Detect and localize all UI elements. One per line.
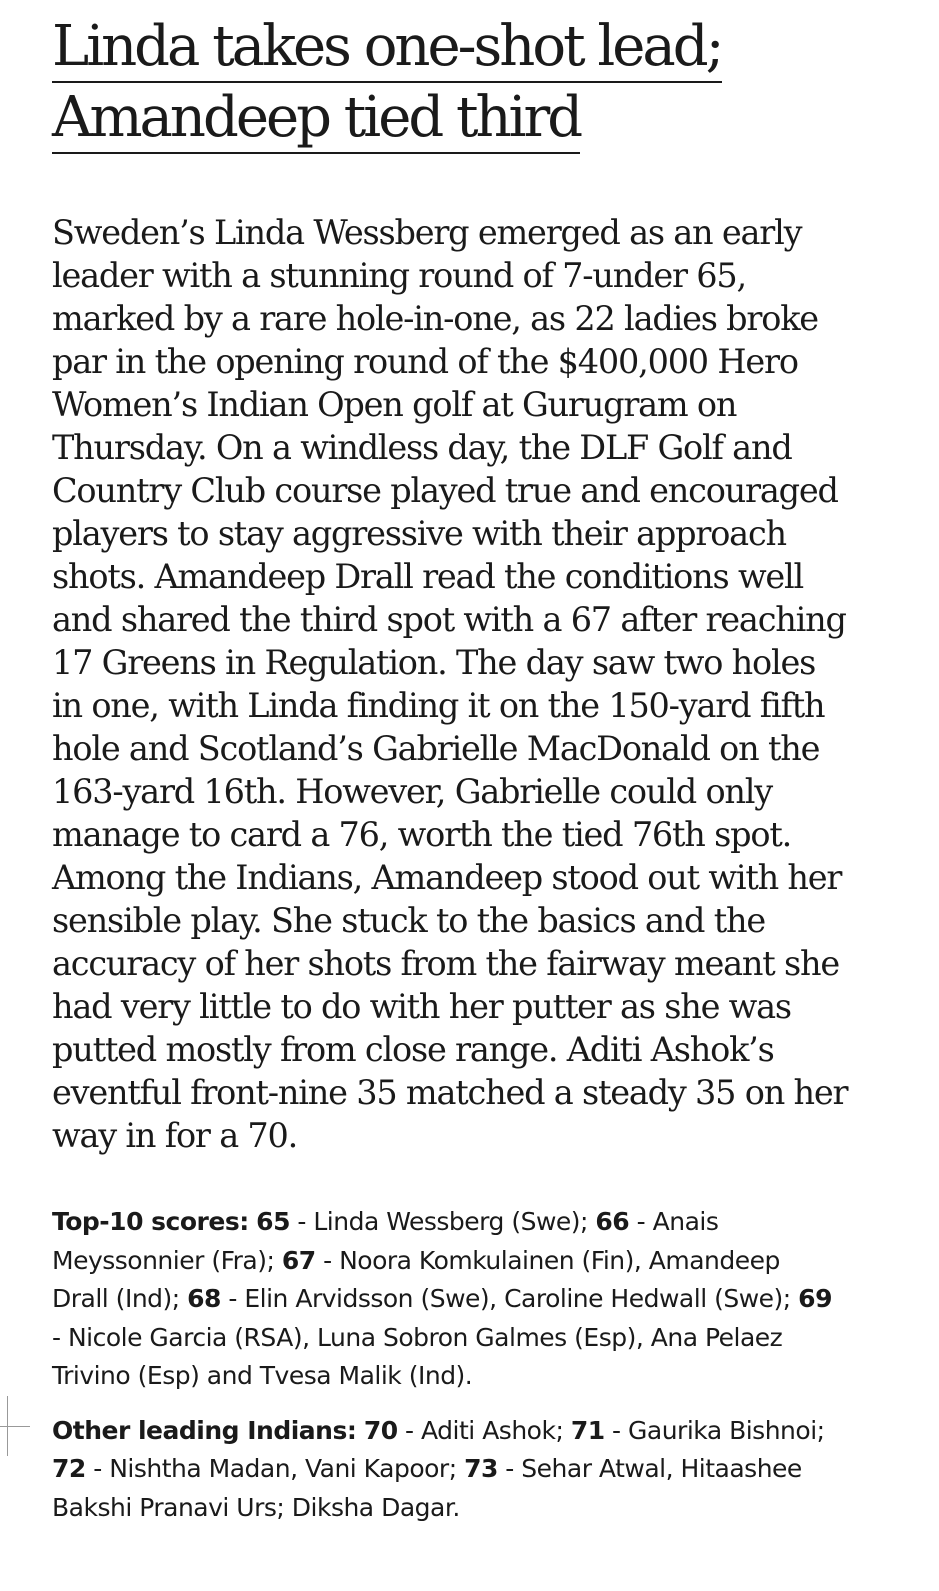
crop-mark-horizontal <box>0 1426 30 1427</box>
headline <box>52 12 852 154</box>
score-value: 69 <box>798 1284 832 1313</box>
score-value: 71 <box>570 1415 605 1445</box>
article-body: Sweden’s Linda Wessberg emerged as an early leader with a stunning round of 7-under 65, marked by a rare hole-in-one, as 22 ladies broke par in the opening round of the $400,000 Hero Women’s Indian Open golf at Gurugram on Thursday. On a windless day, the DLF Golf and Country Club course played true and encouraged players to stay aggressive with their approach shots. Amandeep Drall read the conditions well and shared the third spot with a 67 after reaching 17 Greens in Regulation. The day saw two holes in one, with Linda finding it on the 150-yard fifth hole and Scotland’s Gabrielle MacDonald on the 163-yard 16th. However, Gabrielle could only manage to card a 76, worth the tied 76th spot. Among the Indians, Amandeep stood out with her sensible play. She stuck to the basics and the accuracy of her shots from the fairway meant she had very little to do with her putter as she was putted mostly from close range. Aditi Ashok’s eventful front-nine 35 matched a steady 35 on her way in for a 70. <box>52 213 848 1155</box>
score-value: 72 <box>52 1454 86 1483</box>
score-players: - Nishtha Madan, Vani Kapoor; <box>85 1454 465 1483</box>
score-players: - Anais Meyssonnier (Fra); <box>52 1207 719 1275</box>
score-value: 67 <box>281 1245 316 1275</box>
score-players: - Gaurika Bishnoi; <box>604 1415 825 1445</box>
score-value: 65 <box>256 1207 290 1236</box>
score-players: - Noora Komkulainen (Fin), Amandeep Drall (Ind); <box>52 1245 780 1313</box>
other-leading-indians <box>52 1412 842 1528</box>
score-value: 66 <box>595 1207 630 1236</box>
headline-line-1: Linda takes one-shot lead; <box>52 15 722 83</box>
score-value: 68 <box>187 1284 221 1313</box>
score-players: - Linda Wessberg (Swe); <box>289 1207 596 1236</box>
score-players: - Aditi Ashok; <box>397 1415 571 1445</box>
top-10-scores <box>52 1203 842 1396</box>
other-indians-label: Other leading Indians: <box>52 1415 357 1445</box>
score-value: 73 <box>464 1454 498 1483</box>
headline-line-2: Amandeep tied third <box>52 86 580 154</box>
score-players: - Elin Arvidsson (Swe), Caroline Hedwall (Swe); <box>220 1284 799 1313</box>
top-10-label: Top-10 scores: <box>52 1207 249 1236</box>
news-article <box>52 12 852 1527</box>
crop-mark-vertical <box>7 1396 8 1456</box>
score-players: - Sehar Atwal, Hitaashee Bakshi Pranavi Urs; Diksha Dagar. <box>52 1454 802 1522</box>
score-players: - Nicole Garcia (RSA), Luna Sobron Galmes (Esp), Ana Pelaez Trivino (Esp) and Tvesa Malik (Ind). <box>52 1322 783 1390</box>
score-value: 70 <box>363 1415 398 1445</box>
